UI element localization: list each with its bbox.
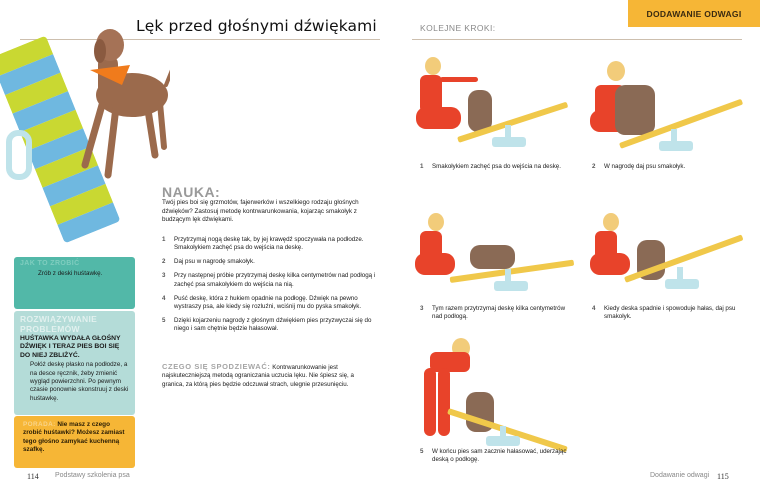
step-photo-3	[410, 195, 570, 295]
step-photo-1	[410, 55, 570, 155]
caption-4: 4 Kiedy deska spadnie i spowoduje hałas, daj psu smakołyk.	[592, 305, 736, 321]
how-to-text: Zrób z deski huśtawkę.	[38, 270, 103, 277]
step-item: 1 Przytrzymaj nogą deskę tak, by jej krawędź spoczywała na podłodze. Smakołykiem zachęć psa do wejścia na deskę.	[162, 236, 364, 252]
troubleshooting-answer: Połóż deskę płasko na podłodze, a na desce ręcznik, żeby zmienić wygląd powierzchni. Po pewnym czasie ponownie skonstruuj z deski huśtawkę.	[30, 361, 129, 402]
troubleshooting-box	[14, 311, 135, 415]
expectation-text: Kontrwarunkowanie jest najskuteczniejszą metodą ograniczania uczucia lęku. Nie śpiesz się, a granica, za którą pies będzie odczuwał strach, ulegnie przesunięciu.	[162, 364, 354, 388]
step-photo-2	[585, 55, 745, 155]
left-running-title: Podstawy szkolenia psa	[55, 472, 130, 479]
step-item: 5 Dzięki kojarzeniu nagrody z głośnym dźwiękiem pies przyzwyczai się do niego i sam chętnie będzie hałasował.	[162, 316, 372, 333]
next-steps-rule	[412, 39, 742, 40]
nauka-intro: Twój pies boi się grzmotów, fajerwerków i wszelkiego rodzaju głośnych dźwięków? Zastosuj metodę kontrwarunkowania, kojarząc smakołyk z budzącym lęk dźwiękami.	[162, 199, 359, 224]
nauka-heading: NAUKA:	[162, 184, 221, 200]
right-running-title: Dodawanie odwagi	[650, 472, 710, 479]
nauka-steps-list	[162, 236, 382, 339]
step-item: 2 Daj psu w nagrodę smakołyk.	[162, 258, 255, 266]
page-title: Lęk przed głośnymi dźwiękami	[136, 17, 377, 35]
expectation-paragraph	[162, 363, 377, 389]
caption-5: 5 W końcu pies sam zacznie hałasować, uderzając deską o podłogę.	[420, 448, 567, 464]
how-to-box	[14, 257, 135, 309]
step-item: 4 Puść deskę, która z hukiem opadnie na podłogę. Dźwięk na pewno wystraszy psa, ale kiedy się rozluźni, wciśnij mu do pyska smakołyk.	[162, 294, 362, 310]
right-page-number: 115	[717, 472, 729, 481]
next-steps-label: KOLEJNE KROKI:	[420, 23, 496, 33]
left-page-number: 114	[27, 472, 39, 481]
caption-2: 2 W nagrodę daj psu smakołyk.	[592, 163, 686, 170]
how-to-heading: JAK TO ZROBIĆ	[20, 260, 80, 267]
dog-image	[60, 15, 170, 190]
expectation-label: CZEGO SIĘ SPODZIEWAĆ:	[162, 362, 271, 371]
caption-3: 3 Tym razem przytrzymaj deskę kilka centymetrów nad podłogą.	[420, 305, 566, 321]
tip-label: PORADA:	[23, 421, 56, 428]
tip-box	[14, 416, 135, 468]
step-photo-4	[585, 195, 745, 295]
step-item: 3 Przy następnej próbie przytrzymaj deskę kilka centymetrów nad podłogą i zachęć psa smakołykiem do wejścia na nią.	[162, 272, 376, 288]
section-tab: DODAWANIE ODWAGI	[628, 0, 760, 27]
troubleshooting-question: HUŚTAWKA WYDAŁA GŁOŚNY DŹWIĘK I TERAZ PIES BOI SIĘ DO NIEJ ZBLIŻYĆ.	[20, 335, 121, 359]
seesaw-stand-image	[6, 130, 32, 180]
step-photo-5	[410, 330, 570, 445]
caption-1: 1 Smakołykiem zachęć psa do wejścia na deskę.	[420, 163, 561, 170]
troubleshooting-heading: ROZWIĄZYWANIE PROBLEMÓW	[20, 314, 98, 334]
tip-text: Nie masz z czego zrobić huśtawki? Możesz zamiast tego głośno zamykać kuchenną szafkę.	[23, 421, 125, 453]
